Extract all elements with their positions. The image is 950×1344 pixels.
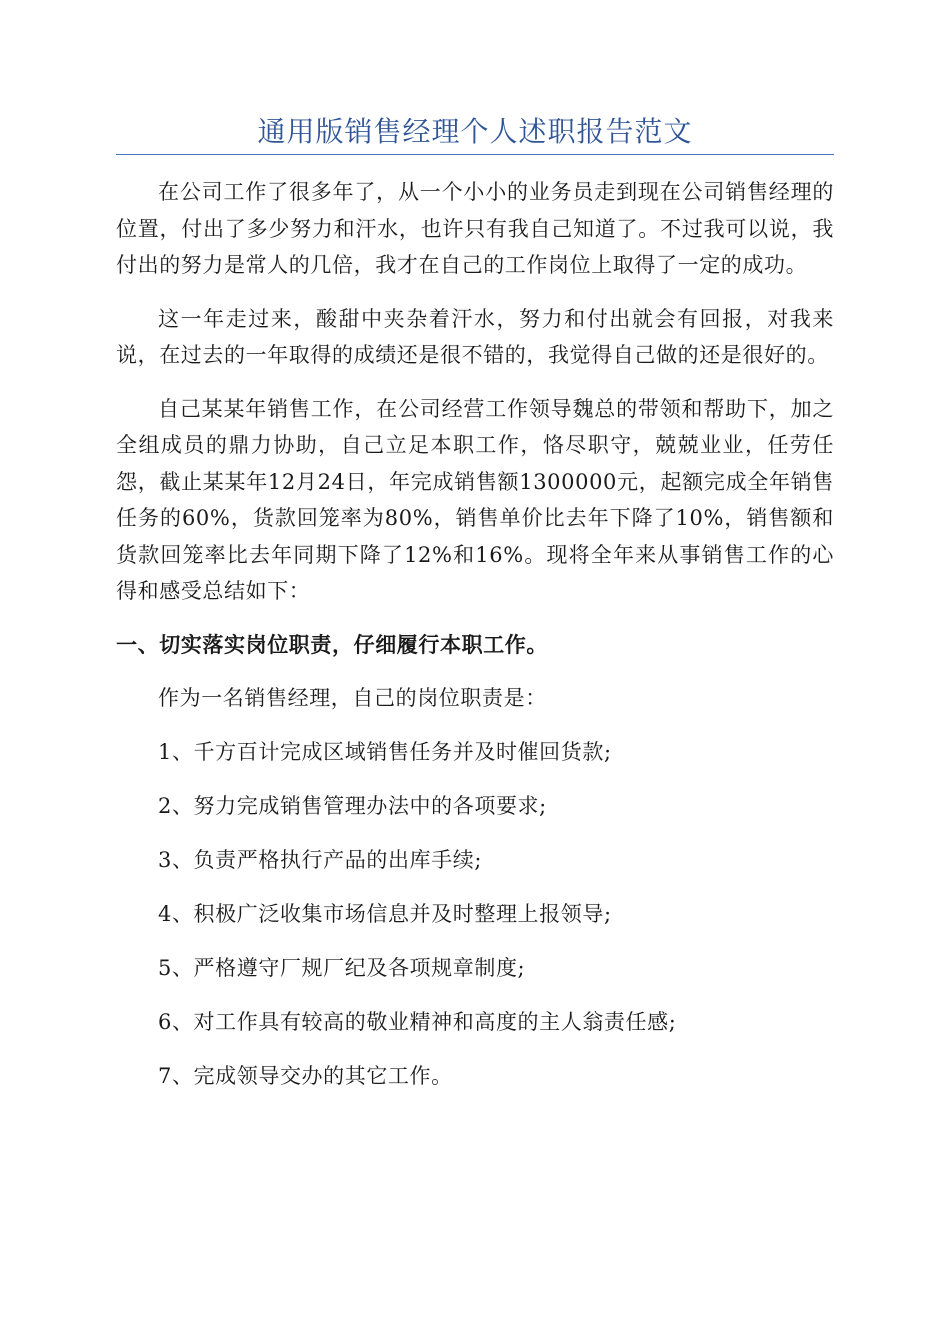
document-body [116,174,834,1112]
paragraph-sales-results: 自己某某年销售工作，在公司经营工作领导魏总的带领和帮助下，加之全组成员的鼎力协助，自己立足本职工作，恪尽职守，兢兢业业，任劳任怨，截止某某年12月24日，年完成销售额1300000元，起额完成全年销售任务的60%，货款回笼率为80%，销售单价比去年下降了10%，销售额和货款回笼率比去年同期下降了12%和16%。现将全年来从事销售工作的心得和感受总结如下： [116,396,834,603]
section-heading: 一、切实落实岗位职责，仔细履行本职工作。 [116,631,548,657]
section-intro: 作为一名销售经理，自己的岗位职责是： [158,686,547,710]
list-item: 3、负责严格执行产品的出库手续; [158,847,483,872]
list-item: 1、千方百计完成区域销售任务并及时催回货款; [158,739,612,764]
list-item: 2、努力完成销售管理办法中的各项要求; [158,793,547,818]
list-item: 5、严格遵守厂规厂纪及各项规章制度; [158,955,526,980]
title-underline [116,154,834,155]
list-item: 4、积极广泛收集市场信息并及时整理上报领导; [158,901,612,926]
paragraph-year-review: 这一年走过来，酸甜中夹杂着汗水，努力和付出就会有回报，对我来说，在过去的一年取得的成绩还是很不错的，我觉得自己做的还是很好的。 [116,306,834,367]
document-title: 通用版销售经理个人述职报告范文 [257,115,693,148]
list-item: 7、完成领导交办的其它工作。 [158,1063,453,1088]
paragraph-intro: 在公司工作了很多年了，从一个小小的业务员走到现在公司销售经理的位置，付出了多少努力和汗水，也许只有我自己知道了。不过我可以说，我付出的努力是常人的几倍，我才在自己的工作岗位上取得了一定的成功。 [116,180,834,277]
list-item: 6、对工作具有较高的敬业精神和高度的主人翁责任感; [158,1009,677,1034]
